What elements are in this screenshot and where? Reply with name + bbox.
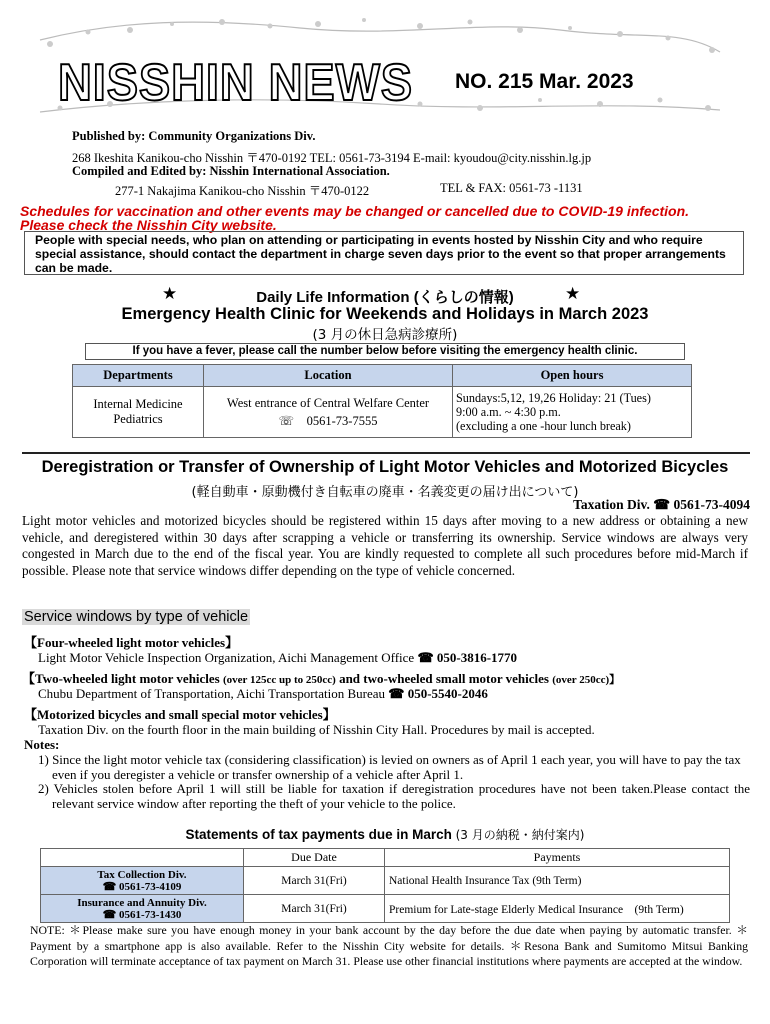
four-wheeled-office-name: Light Motor Vehicle Inspection Organization, Aichi Management Office [38,650,415,665]
table-row [41,867,730,895]
table-header-row [73,365,692,387]
section-divider [22,452,750,454]
location-phone: ☏ 0561-73-7555 [278,413,378,428]
four-wheeled-office [38,650,517,666]
header-blank [41,849,244,867]
tax-heading-en: Statements of tax payments due in March [185,827,452,842]
tax-due-date: March 31(Fri) [244,867,385,895]
two-wheeled-office-name: Chubu Department of Transportation, Aichi Transportation Bureau [38,686,386,701]
note-1: 1) Since the light motor vehicle tax (considering classification) is levied on owners as of April 1 each year, you will have to pay the tax even if you deregister a vehicle or transfer ownership of a vehicle after April 1. [38,752,741,782]
covid-notice-line2: Please check the Nisshin City website. [20,217,277,233]
tax-due-date: March 31(Fri) [244,895,385,923]
compiled-by: Compiled and Edited by: Nisshin International Association. [72,164,390,178]
tax-payment: Premium for Late-stage Elderly Medical Insurance (9th Term) [385,895,730,923]
two-wheeled-phone: ☎ 050-5540-2046 [388,686,488,701]
category-two-wheeled [22,668,620,687]
editor-phone: TEL & FAX: 0561-73 -1131 [440,181,583,195]
cell-departments [73,387,204,438]
taxation-contact: Taxation Div. ☎ 0561-73-4094 [573,497,750,512]
header-open-hours: Open hours [453,365,692,387]
tax-dept-name: Tax Collection Div. [97,868,187,881]
clinic-title: Emergency Health Clinic for Weekends and Holidays in March 2023 [121,305,649,323]
star-left-icon: ★ [162,284,178,303]
table-row [41,895,730,923]
tax-payment: National Health Insurance Tax (9th Term) [385,867,730,895]
four-wheeled-phone: ☎ 050-3816-1770 [417,650,518,665]
two-wheeled-label-c: and two-wheeled small motor vehicles [339,671,549,686]
tax-dept-name: Insurance and Annuity Div. [77,896,207,909]
tax-dept-cell [41,867,244,895]
masthead-title: NISSHIN NEWS [58,54,413,112]
covid-notice [20,204,760,232]
tax-heading-jp: (3 月の納税・納付案内) [455,828,585,842]
covid-notice-line1: Schedules for vaccination and other events may be changed or cancelled due to COVID-19 infection. [20,203,690,219]
special-needs-notice: People with special needs, who plan on attending or participating in events hosted by Nisshin City and who require special assistance, should contact the department in charge seven days prior to the event so that proper arrangements can be made. [24,231,744,275]
notes-label: Notes: [24,737,60,752]
publisher-address: 268 Ikeshita Kanikou-cho Nisshin 〒470-0192 TEL: 0561-73-3194 E-mail: kyoudou@city.nisshin.lg.jp [72,151,592,165]
dept-pediatrics: Pediatrics [113,412,163,426]
masthead-banner [0,0,770,132]
tax-dept-cell [41,895,244,923]
tax-note: NOTE: ＊Please make sure you have enough money in your bank account by the day before the due date when paying by automatic transfer. ＊Payment by a smartphone app is also available. Refer to the Nisshin City website for details. ＊Resona Bank and Sumitomo Mitsui Banking Corporation will terminate acceptance of tax payment on March 31. Please use other financial institutions where payments are accepted at the window. [30,923,748,968]
dept-internal-medicine: Internal Medicine [93,397,183,411]
dereg-title: Deregistration or Transfer of Ownership of Light Motor Vehicles and Motorized Bicycles [41,458,729,476]
table-header-row [41,849,730,867]
tax-dept-phone: ☎ 0561-73-4109 [102,880,182,893]
issue-number: NO. 215 Mar. 2023 [455,70,634,93]
cell-open-hours [453,387,692,438]
hours-days: Sundays:5,12, 19,26 Holiday: 21 (Tues) [456,391,651,405]
two-wheeled-label-a: 【Two-wheeled light motor vehicles [22,671,220,686]
motorized-bicycles-office: Taxation Div. on the fourth floor in the main building of Nisshin City Hall. Procedures by mail is accepted. [38,722,595,737]
header-departments: Departments [73,365,204,387]
service-windows-heading: Service windows by type of vehicle [24,609,249,625]
location-name: West entrance of Central Welfare Center [226,395,430,410]
editor-address: 277-1 Nakajima Kanikou-cho Nisshin 〒470-0122 [115,184,370,198]
daily-life-heading: Daily Life Information (くらしの情報) [256,289,514,306]
cell-location [204,387,453,438]
category-motorized-bicycles: 【Motorized bicycles and small special motor vehicles】 [24,707,336,722]
two-wheeled-office [38,686,488,702]
tax-heading [0,826,770,843]
clinic-table [72,364,692,438]
note-2: 2) Vehicles stolen before April 1 will still be liable for taxation if deregistration procedures have not been taken.Please contact the relevant service window after reporting the theft of your vehicle to the police. [38,781,750,811]
two-wheeled-label-d: (over 250cc)】 [552,674,621,686]
fever-notice: If you have a fever, please call the number below before visiting the emergency health clinic. [85,343,685,360]
two-wheeled-label-b: (over 125cc up to 250cc) [223,674,336,686]
star-right-icon: ★ [565,284,581,303]
header-payments: Payments [385,849,730,867]
dereg-paragraph: Light motor vehicles and motorized bicycles should be registered within 15 days after moving to a new address or obtaining a new vehicle, and deregistered within 30 days after scrapping a vehicle or transferring its ownership. Service windows are always very congested in March due to the end of the fiscal year. You are kindly requested to complete all such procedures before mid-March if possible. Please note that service windows differ depending on the type of vehicle concerned. [22,513,748,578]
hours-time: 9:00 a.m. ~ 4:30 p.m. [456,405,561,419]
tax-dept-phone: ☎ 0561-73-1430 [102,908,182,921]
dereg-title-jp: (軽自動車・原動機付き自転車の廃車・名義変更の届け出について) [191,485,579,500]
published-by: Published by: Community Organizations Div. [72,129,316,143]
clinic-title-jp: (3 月の休日急病診療所) [312,327,458,343]
category-four-wheeled: 【Four-wheeled light motor vehicles】 [24,635,239,650]
table-row [73,387,692,438]
tax-table [40,848,730,923]
hours-note: (excluding a one -hour lunch break) [456,419,631,433]
header-location: Location [204,365,453,387]
header-due-date: Due Date [244,849,385,867]
